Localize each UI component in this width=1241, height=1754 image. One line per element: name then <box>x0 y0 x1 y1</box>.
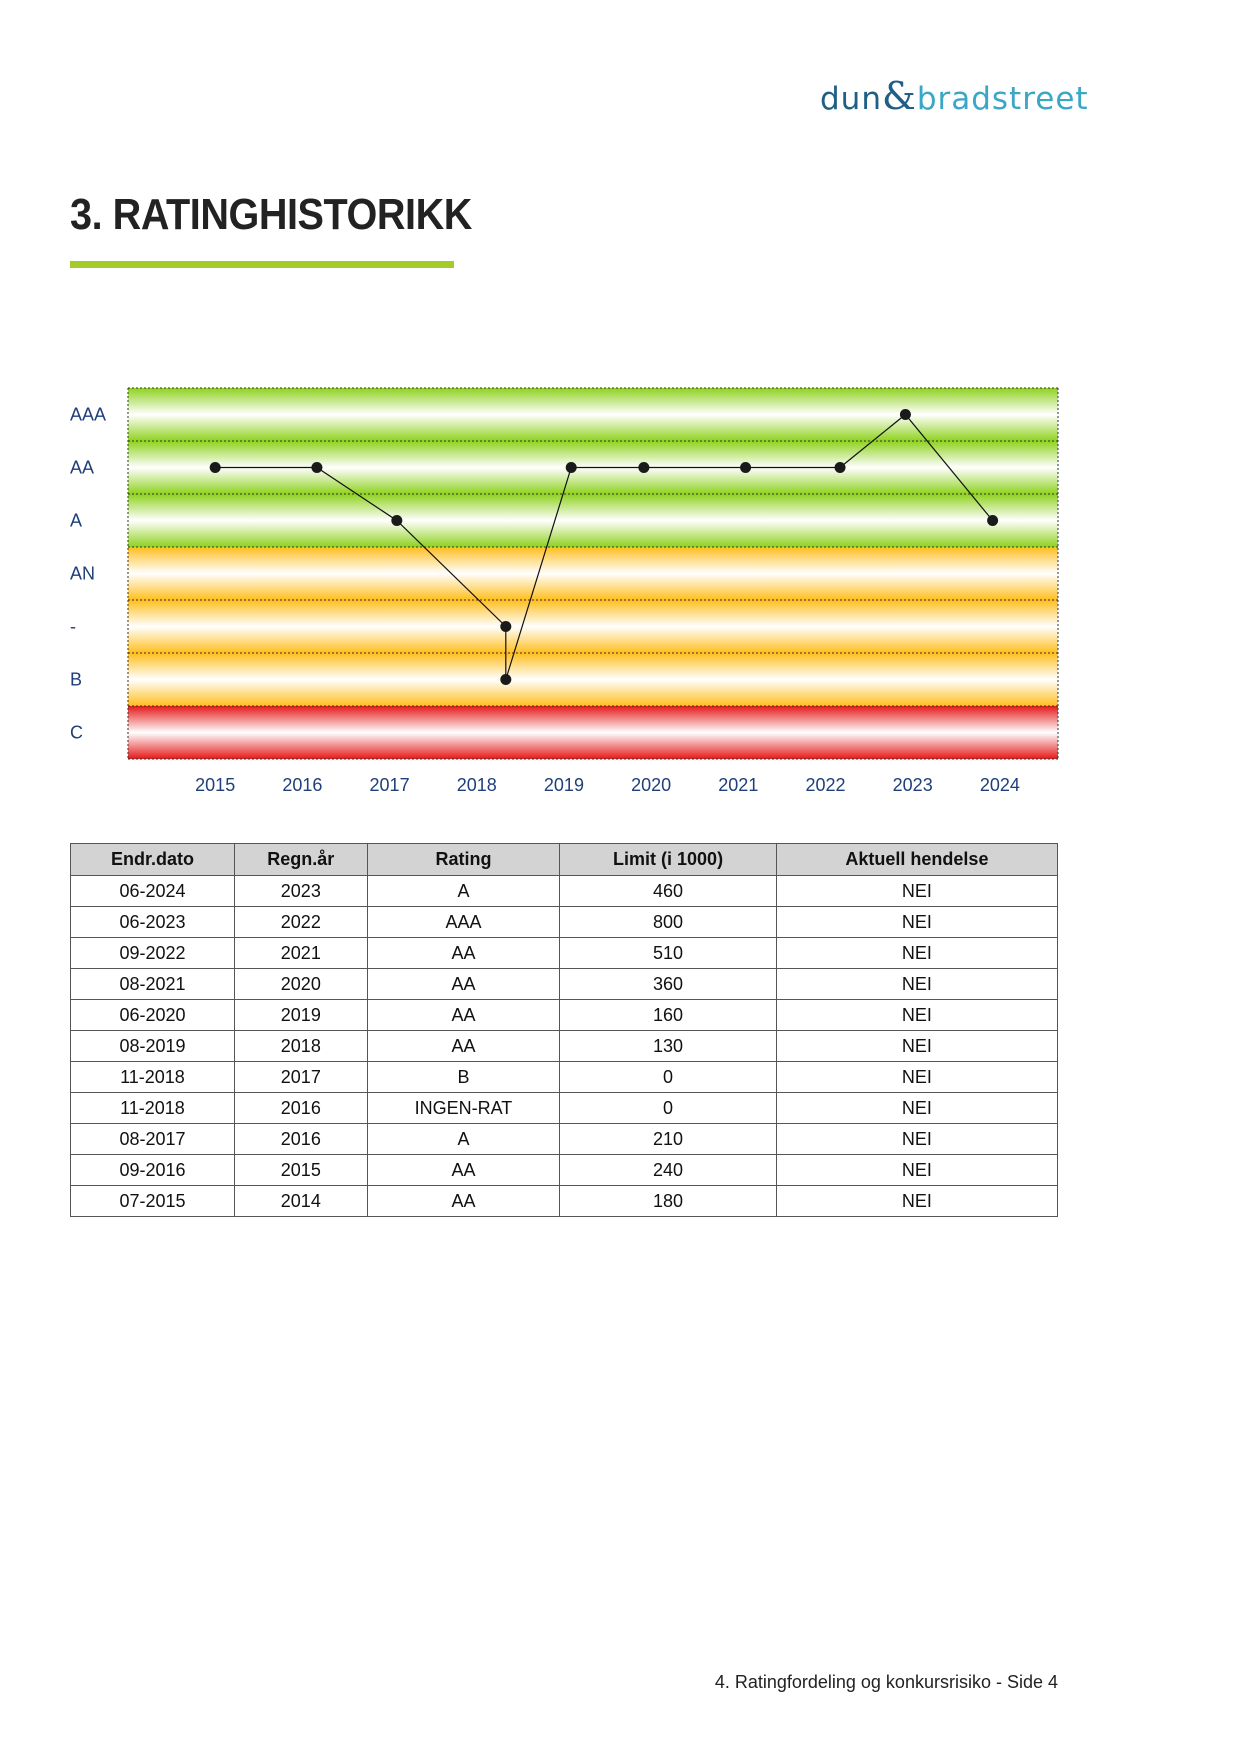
limit-cell: 180 <box>560 1186 777 1217</box>
event-cell: NEI <box>776 969 1057 1000</box>
fiscal-year-cell: 2015 <box>234 1155 367 1186</box>
fiscal-year-cell: 2014 <box>234 1186 367 1217</box>
column-header: Endr.dato <box>71 844 235 876</box>
rating-data-point <box>500 621 511 632</box>
rating-cell: AA <box>367 1000 560 1031</box>
rating-data-point <box>311 462 322 473</box>
table-row <box>71 876 1058 907</box>
y-axis-tick-label: - <box>70 616 76 637</box>
rating-data-point <box>638 462 649 473</box>
x-axis-tick-label: 2019 <box>543 775 584 795</box>
x-axis-tick-label: 2023 <box>892 775 933 795</box>
x-axis-tick-label: 2016 <box>282 775 323 795</box>
change-date-cell: 09-2022 <box>71 938 235 969</box>
limit-cell: 0 <box>560 1093 777 1124</box>
rating-history-table <box>70 843 1058 1217</box>
rating-cell: AAA <box>367 907 560 938</box>
event-cell: NEI <box>776 876 1057 907</box>
x-axis-tick-label: 2022 <box>805 775 846 795</box>
rating-cell: AA <box>367 969 560 1000</box>
band-orange-row <box>128 653 1058 706</box>
limit-cell: 360 <box>560 969 777 1000</box>
rating-cell: AA <box>367 1186 560 1217</box>
x-axis-tick-label: 2020 <box>631 775 672 795</box>
table-row <box>71 1031 1058 1062</box>
event-cell: NEI <box>776 1155 1057 1186</box>
column-header: Aktuell hendelse <box>776 844 1057 876</box>
logo-text-dun: dun <box>820 81 882 117</box>
rating-cell: A <box>367 1124 560 1155</box>
logo-ampersand: & <box>881 74 917 118</box>
fiscal-year-cell: 2023 <box>234 876 367 907</box>
rating-cell: AA <box>367 1031 560 1062</box>
event-cell: NEI <box>776 1186 1057 1217</box>
table-row <box>71 938 1058 969</box>
band-green-row <box>128 494 1058 547</box>
y-axis-tick-label: AAA <box>70 404 107 425</box>
event-cell: NEI <box>776 1031 1057 1062</box>
band-orange-row <box>128 600 1058 653</box>
x-axis-tick-label: 2021 <box>718 775 759 795</box>
change-date-cell: 11-2018 <box>71 1062 235 1093</box>
table-row <box>71 969 1058 1000</box>
event-cell: NEI <box>776 1124 1057 1155</box>
rating-cell: A <box>367 876 560 907</box>
fiscal-year-cell: 2017 <box>234 1062 367 1093</box>
event-cell: NEI <box>776 1062 1057 1093</box>
fiscal-year-cell: 2016 <box>234 1124 367 1155</box>
column-header: Limit (i 1000) <box>560 844 777 876</box>
limit-cell: 240 <box>560 1155 777 1186</box>
event-cell: NEI <box>776 907 1057 938</box>
fiscal-year-cell: 2019 <box>234 1000 367 1031</box>
table-row <box>71 1093 1058 1124</box>
fiscal-year-cell: 2016 <box>234 1093 367 1124</box>
table-row <box>71 1000 1058 1031</box>
page-footer: 4. Ratingfordeling og konkursrisiko - Side 4 <box>714 1672 1058 1692</box>
x-axis-tick-label: 2017 <box>369 775 410 795</box>
rating-data-point <box>566 462 577 473</box>
rating-cell: AA <box>367 1155 560 1186</box>
change-date-cell: 06-2023 <box>71 907 235 938</box>
change-date-cell: 08-2021 <box>71 969 235 1000</box>
rating-data-point <box>835 462 846 473</box>
fiscal-year-cell: 2020 <box>234 969 367 1000</box>
rating-chart-svg <box>0 370 1241 810</box>
rating-cell: AA <box>367 938 560 969</box>
limit-cell: 0 <box>560 1062 777 1093</box>
band-green-row <box>128 388 1058 441</box>
limit-cell: 130 <box>560 1031 777 1062</box>
rating-data-point <box>391 515 402 526</box>
column-header: Rating <box>367 844 560 876</box>
brand-logo <box>820 74 1089 124</box>
limit-cell: 210 <box>560 1124 777 1155</box>
table-header-row <box>71 844 1058 876</box>
column-header: Regn.år <box>234 844 367 876</box>
change-date-cell: 08-2017 <box>71 1124 235 1155</box>
change-date-cell: 09-2016 <box>71 1155 235 1186</box>
table-row <box>71 1124 1058 1155</box>
limit-cell: 160 <box>560 1000 777 1031</box>
limit-cell: 800 <box>560 907 777 938</box>
event-cell: NEI <box>776 1000 1057 1031</box>
change-date-cell: 07-2015 <box>71 1186 235 1217</box>
rating-history-chart <box>0 370 1241 810</box>
title-underline <box>70 261 454 268</box>
change-date-cell: 06-2024 <box>71 876 235 907</box>
table-row <box>71 1186 1058 1217</box>
rating-data-point <box>987 515 998 526</box>
y-axis-tick-label: A <box>70 510 83 531</box>
change-date-cell: 06-2020 <box>71 1000 235 1031</box>
fiscal-year-cell: 2018 <box>234 1031 367 1062</box>
rating-data-point <box>210 462 221 473</box>
x-axis-tick-label: 2024 <box>979 775 1020 795</box>
change-date-cell: 11-2018 <box>71 1093 235 1124</box>
y-axis-tick-label: AA <box>70 457 95 478</box>
band-red-row <box>128 706 1058 759</box>
rating-data-point <box>900 409 911 420</box>
table-row <box>71 1062 1058 1093</box>
limit-cell: 460 <box>560 876 777 907</box>
rating-data-point <box>740 462 751 473</box>
band-orange-row <box>128 547 1058 600</box>
x-axis-tick-label: 2018 <box>456 775 497 795</box>
y-axis-tick-label: B <box>70 669 83 690</box>
fiscal-year-cell: 2022 <box>234 907 367 938</box>
event-cell: NEI <box>776 938 1057 969</box>
table-row <box>71 1155 1058 1186</box>
limit-cell: 510 <box>560 938 777 969</box>
y-axis-tick-label: C <box>70 722 83 743</box>
y-axis-tick-label: AN <box>70 563 96 584</box>
logo-text-bradstreet: bradstreet <box>916 81 1089 117</box>
change-date-cell: 08-2019 <box>71 1031 235 1062</box>
rating-data-point <box>500 674 511 685</box>
fiscal-year-cell: 2021 <box>234 938 367 969</box>
section-title: 3. RATINGHISTORIKK <box>70 190 472 239</box>
x-axis-tick-label: 2015 <box>195 775 236 795</box>
event-cell: NEI <box>776 1093 1057 1124</box>
rating-cell: INGEN-RAT <box>367 1093 560 1124</box>
table-row <box>71 907 1058 938</box>
rating-cell: B <box>367 1062 560 1093</box>
